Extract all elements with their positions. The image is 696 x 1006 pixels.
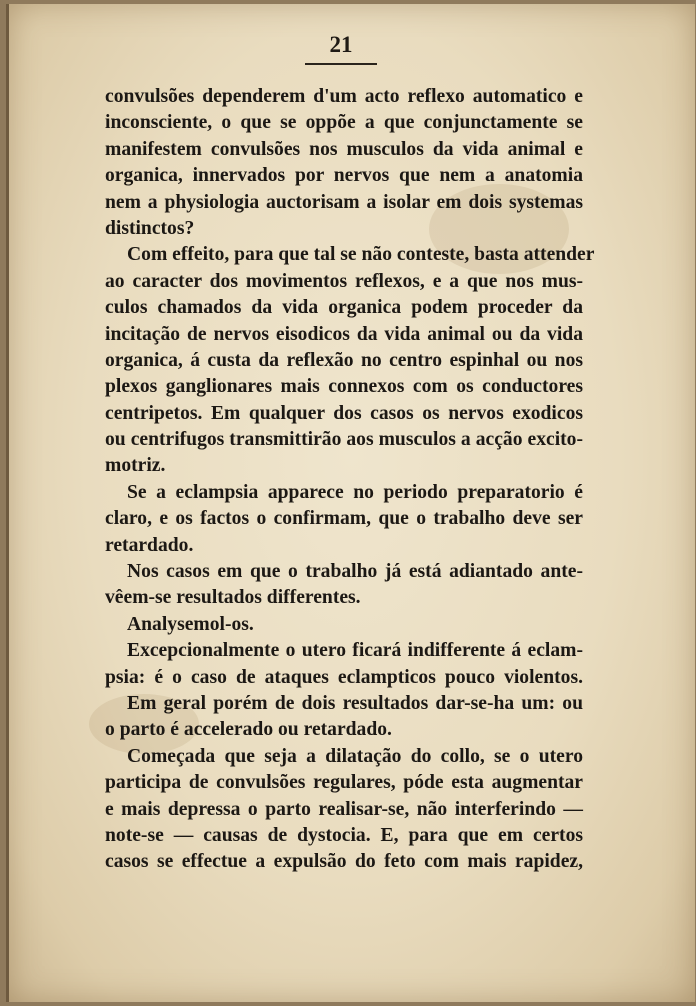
text-line: o parto é accelerado ou retardado. bbox=[105, 719, 392, 741]
text-line: ao caracter dos movimentos reflexos, e a que nos mus- bbox=[105, 270, 583, 292]
text-line: note-se — causas de dystocia. E, para que em certos bbox=[105, 824, 583, 846]
text-line: Excepcionalmente o utero ficará indifferente á eclam- bbox=[127, 640, 583, 662]
page-number: 21 bbox=[329, 32, 353, 57]
text-line: convulsões dependerem d'um acto reflexo automatico e bbox=[105, 86, 583, 107]
text-line: culos chamados da vida organica podem proceder da bbox=[105, 297, 583, 319]
text-line: Em geral porém de dois resultados dar-se-ha um: ou bbox=[127, 692, 583, 714]
text-line: casos se effectue a expulsão do feto com mais rapidez, bbox=[105, 851, 583, 873]
text-line: Se a eclampsia apparece no periodo preparatorio é bbox=[127, 481, 583, 503]
text-line: centripetos. Em qualquer dos casos os nervos exodicos bbox=[105, 402, 583, 424]
text-line: Analysemol-os. bbox=[127, 613, 254, 635]
text-line: nem a physiologia auctorisam a isolar em dois systemas bbox=[105, 191, 583, 213]
text-line: Com effeito, para que tal se não conteste, basta attender bbox=[127, 244, 595, 266]
text-line: retardado. bbox=[105, 534, 194, 556]
text-line: organica, á custa da reflexão no centro espinhal ou nos bbox=[105, 349, 583, 371]
text-line: Nos casos em que o trabalho já está adiantado ante- bbox=[127, 561, 583, 583]
book-page bbox=[6, 4, 695, 1002]
text-line: vêem-se resultados differentes. bbox=[105, 587, 361, 609]
text-line: incitação de nervos eisodicos da vida animal ou da vida bbox=[105, 323, 583, 345]
text-line: manifestem convulsões nos musculos da vida animal e bbox=[105, 138, 583, 160]
body-text bbox=[105, 84, 595, 876]
text-line: claro, e os factos o confirmam, que o trabalho deve ser bbox=[105, 508, 583, 530]
text-line: Começada que seja a dilatação do collo, se o utero bbox=[127, 745, 583, 767]
header-rule bbox=[305, 63, 377, 65]
text-line: inconsciente, o que se oppõe a que conjunctamente se bbox=[105, 112, 583, 134]
text-line: motriz. bbox=[105, 455, 166, 477]
text-line: plexos ganglionares mais connexos com os conductores bbox=[105, 376, 583, 398]
text-line: participa de convulsões regulares, póde esta augmentar bbox=[105, 772, 583, 794]
text-line: ou centrifugos transmittirão aos musculos a acção excito- bbox=[105, 429, 583, 451]
text-line: organica, innervados por nervos que nem a anatomia bbox=[105, 165, 583, 187]
text-line: psia: é o caso de ataques eclampticos pouco violentos. bbox=[105, 666, 583, 688]
text-line: distinctos? bbox=[105, 217, 195, 239]
text-line: e mais depressa o parto realisar-se, não interferindo — bbox=[105, 798, 583, 820]
